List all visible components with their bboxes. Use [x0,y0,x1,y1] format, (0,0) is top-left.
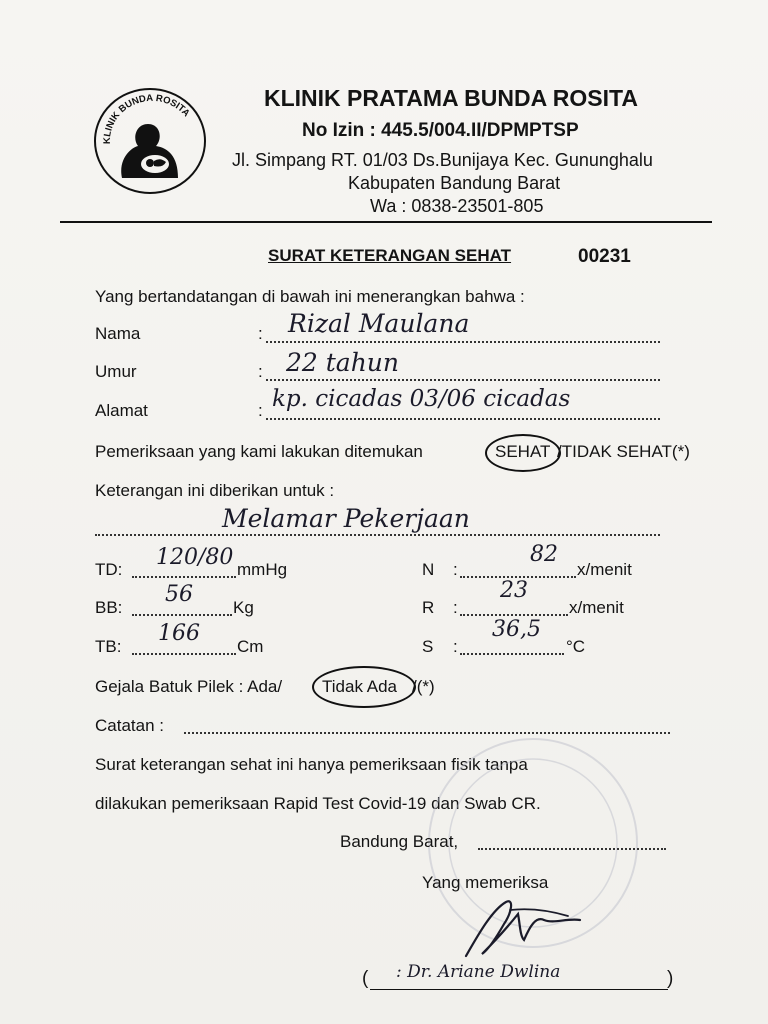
vital-value-bb: 56 [165,582,193,607]
vital-colon-s: : [453,637,458,656]
signature-underline [370,989,668,990]
vital-colon-r: : [453,598,458,617]
address-line-1: Jl. Simpang RT. 01/03 Ds.Bunijaya Kec. Gununghalu [232,150,653,170]
symptoms-selected: Tidak Ada [322,677,397,696]
purpose-value: Melamar Pekerjaan [222,504,470,533]
vital-value-r: 23 [500,578,528,603]
field-colon-alamat: : [258,401,263,420]
purpose-label: Keterangan ini diberikan untuk : [95,481,335,500]
header-divider [60,221,712,223]
symptoms-prefix: Gejala Batuk Pilek : Ada/ [95,677,283,696]
vital-line-s [460,653,564,655]
address-line-2: Kabupaten Bandung Barat [348,173,561,193]
handwritten-signature [448,880,588,970]
field-label-alamat: Alamat [95,401,148,420]
vital-label-bb: BB: [95,598,123,617]
vital-line-bb [132,614,232,616]
signature-date-line [478,848,666,850]
clinic-logo [92,86,210,196]
phone-number: Wa : 0838-23501-805 [370,196,544,216]
field-value-nama: Rizal Maulana [288,309,470,338]
field-colon-nama: : [258,324,263,343]
vital-value-s: 36,5 [492,617,541,642]
disclaimer-line-2: dilakukan pemeriksaan Rapid Test Covid-19 dan Swab CR. [95,794,541,813]
signature-name: : Dr. Ariane Dwlina [396,962,561,982]
license-number: No Izin : 445.5/004.II/DPMPTSP [302,120,579,141]
vital-line-tb [132,653,236,655]
examiner-label: Yang memeriksa [422,873,549,892]
document-number: 00231 [578,246,631,267]
vital-label-s: S [422,637,434,656]
field-line-alamat [266,418,660,420]
vital-unit-s: °C [566,637,586,656]
exam-option-healthy: SEHAT [495,442,551,461]
symptoms-suffix: /(*) [412,677,435,696]
vital-label-tb: TB: [95,637,122,656]
signature-place: Bandung Barat, [340,832,459,851]
intro-text: Yang bertandatangan di bawah ini menerangkan bahwa : [95,287,525,306]
signature-open-paren: ( [362,968,369,989]
field-line-umur [266,379,660,381]
vital-unit-bb: Kg [233,598,254,617]
field-value-umur: 22 tahun [286,348,400,377]
field-label-nama: Nama [95,324,141,343]
purpose-line [95,534,660,536]
field-colon-umur: : [258,362,263,381]
vital-unit-r: x/menit [569,598,624,617]
vital-label-n: N [422,560,435,579]
vital-unit-tb: Cm [237,637,264,656]
vital-unit-td: mmHg [237,560,288,579]
document-title: SURAT KETERANGAN SEHAT [268,246,512,265]
logo-ring-text: KLINIK BUNDA ROSITA [101,92,192,145]
vital-unit-n: x/menit [577,560,632,579]
vital-colon-n: : [453,560,458,579]
vital-line-td [132,576,236,578]
signature-close-paren: ) [667,968,674,989]
vital-line-r [460,614,568,616]
vital-value-td: 120/80 [156,545,234,570]
notes-label: Catatan : [95,716,164,735]
disclaimer-line-1: Surat keterangan sehat ini hanya pemeriksaan fisik tanpa [95,755,528,774]
healthy-selection-circle [485,434,561,472]
clinic-name: KLINIK PRATAMA BUNDA ROSITA [264,85,638,111]
vital-value-n: 82 [530,542,558,567]
field-line-nama [266,341,660,343]
field-label-umur: Umur [95,362,137,381]
vital-value-tb: 166 [158,621,200,646]
vital-label-r: R [422,598,435,617]
field-value-alamat: kp. cicadas 03/06 cicadas [272,386,571,412]
exam-option-unhealthy: /TIDAK SEHAT(*) [557,442,690,461]
symptoms-selection-circle [312,666,416,708]
vital-label-td: TD: [95,560,123,579]
exam-prefix: Pemeriksaan yang kami lakukan ditemukan [95,442,423,461]
